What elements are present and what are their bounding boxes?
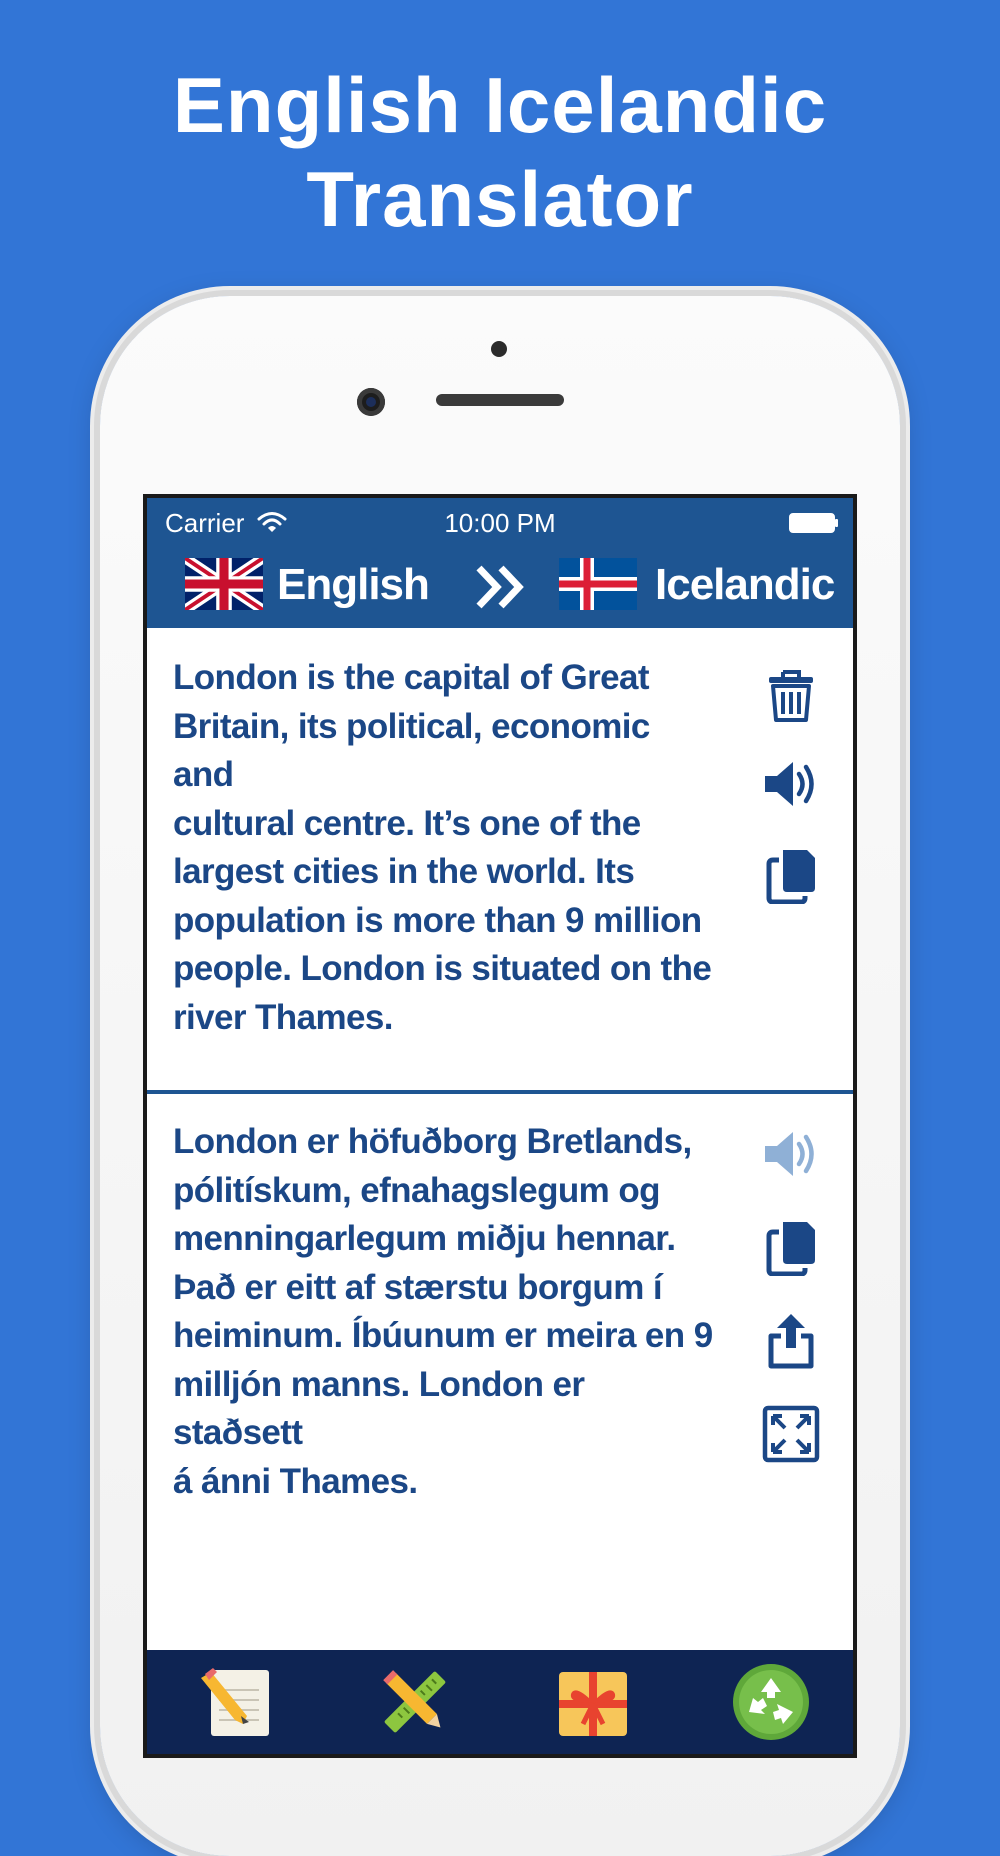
panel-divider	[147, 1090, 853, 1094]
earpiece-speaker	[436, 394, 564, 406]
source-text-input[interactable]: London is the capital of Great Britain, its political, economic and cultural centre. It’s one of the largest cities in the world. Its population is more than 9 million people. London is situated on the river Thames.	[173, 658, 712, 1037]
carrier-label: Carrier	[165, 508, 245, 538]
mute-switch	[92, 505, 100, 573]
recycle-icon[interactable]	[731, 1662, 811, 1742]
double-chevron-right-icon[interactable]	[473, 562, 529, 612]
notepad-pencil-icon[interactable]	[197, 1662, 277, 1742]
copy-icon[interactable]	[761, 844, 821, 904]
status-time: 10:00 PM	[444, 508, 556, 538]
uk-flag-icon[interactable]	[185, 558, 263, 610]
copy-translation-icon[interactable]	[761, 1216, 821, 1276]
iceland-flag-icon[interactable]	[559, 558, 637, 610]
promo-title-line1: English Icelandic	[172, 61, 828, 149]
app-screen	[143, 494, 857, 1758]
language-bar	[147, 548, 853, 628]
status-bar	[147, 498, 853, 548]
tab-bar	[147, 1650, 853, 1754]
fullscreen-icon[interactable]	[761, 1404, 821, 1464]
proximity-sensor	[491, 341, 507, 357]
speaker-icon[interactable]	[761, 754, 821, 814]
trash-icon[interactable]	[761, 664, 821, 724]
battery-icon	[789, 513, 839, 533]
power-button	[900, 650, 908, 770]
front-camera	[357, 388, 385, 416]
source-language-label[interactable]: English	[277, 560, 429, 609]
promo-title-line2: Translator	[306, 155, 694, 243]
pencil-ruler-icon[interactable]	[375, 1662, 455, 1742]
volume-down-button	[92, 800, 100, 920]
target-language-label[interactable]: Icelandic	[655, 560, 835, 609]
volume-up-button	[92, 650, 100, 770]
share-icon[interactable]	[761, 1310, 821, 1370]
gift-box-icon[interactable]	[553, 1662, 633, 1742]
speaker-icon-disabled[interactable]	[761, 1124, 821, 1184]
translated-text: London er höfuðborg Bretlands, pólitískum, efnahagslegum og menningarlegum miðju hennar. Það er eitt af stærstu borgum í heiminum. Íbúunum er meira en 9 milljón manns. London er staðsett á ánni Thames.	[173, 1122, 713, 1501]
promo-title	[0, 58, 1000, 246]
